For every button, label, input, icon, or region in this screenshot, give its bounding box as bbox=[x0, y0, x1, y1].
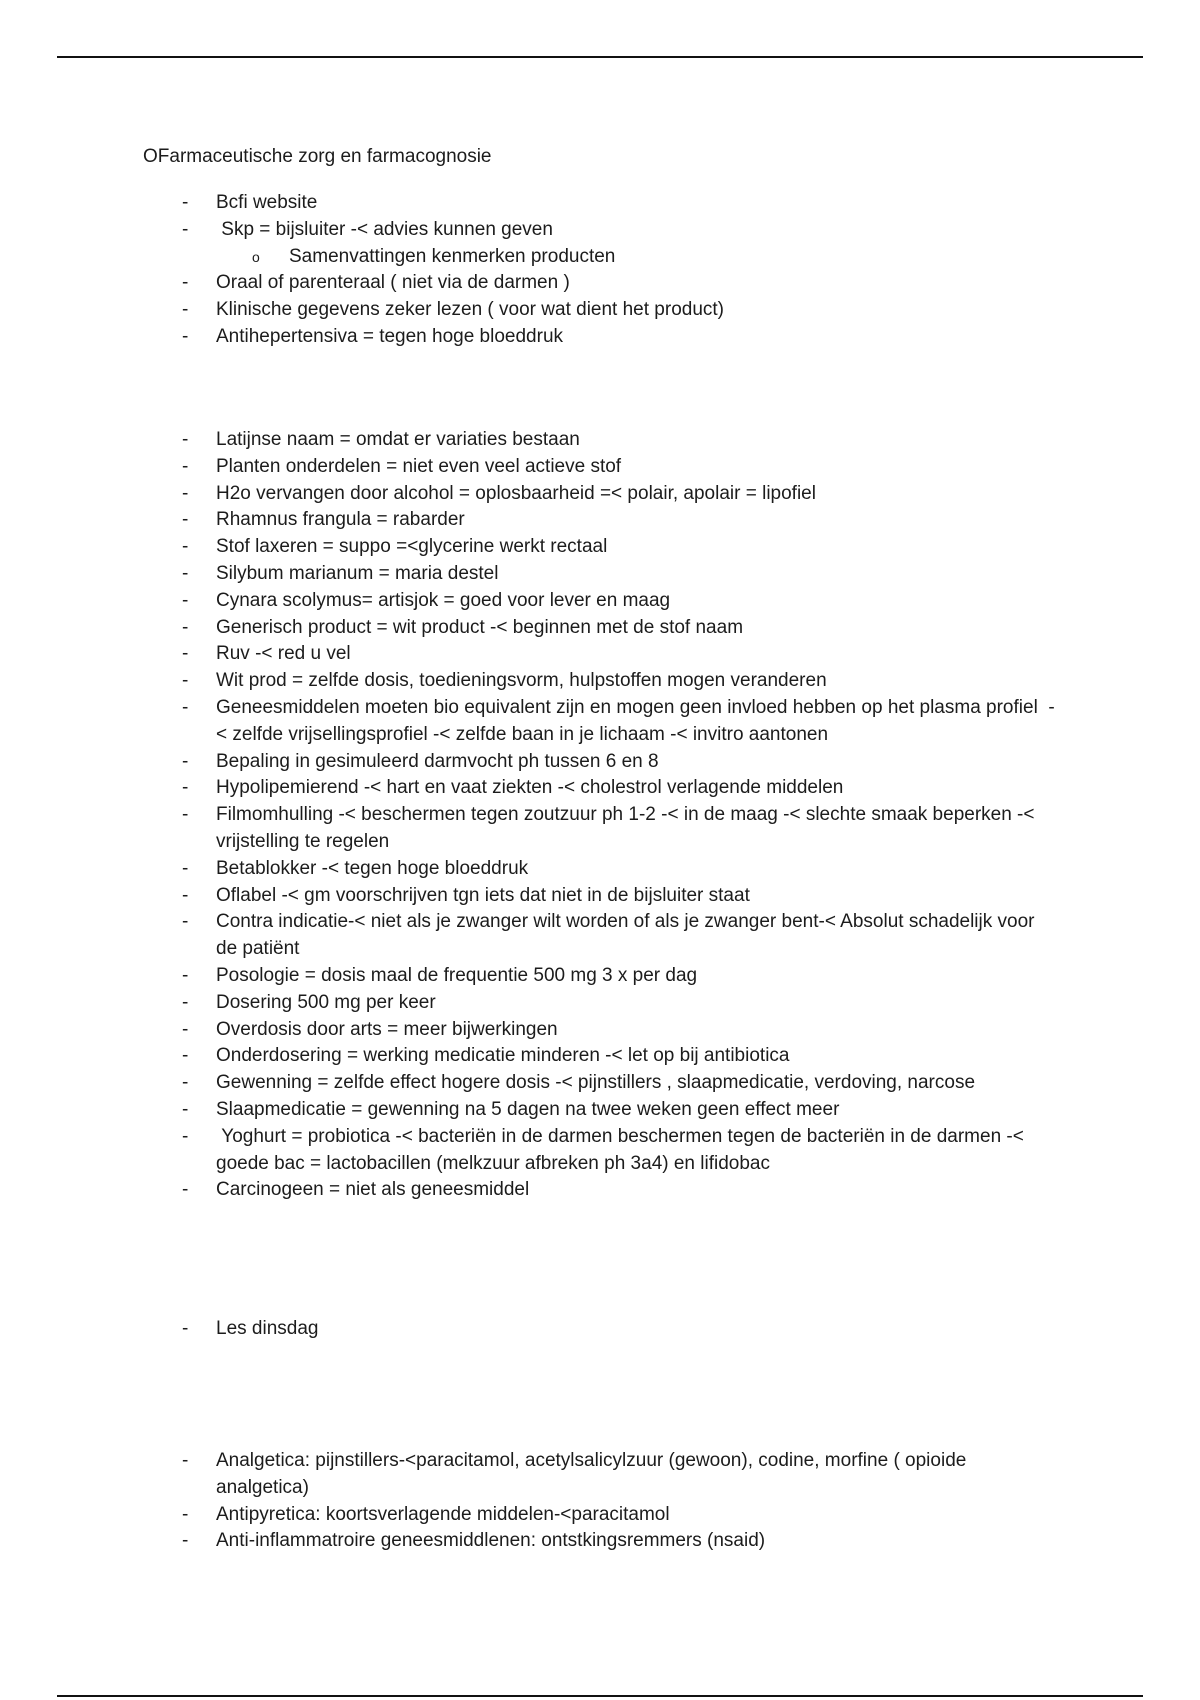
list-item-text: Hypolipemierend -< hart en vaat ziekten -< cholestrol verlagende middelen bbox=[216, 777, 844, 799]
list-item-text: Carcinogeen = niet als geneesmiddel bbox=[216, 1179, 530, 1201]
list-item-text: Yoghurt = probiotica -< bacteriën in de darmen beschermen tegen de bacteriën in de darmen -< goede bac = lactobacillen (melkzuur afbreken ph 3a4) en lifidobac bbox=[216, 1125, 1030, 1174]
list-item bbox=[0, 641, 1056, 668]
list-item-text: Klinische gegevens zeker lezen ( voor wat dient het product) bbox=[216, 299, 724, 321]
document-title: OFarmaceutische zorg en farmacognosie bbox=[143, 146, 492, 167]
bullet-marker: - bbox=[182, 857, 189, 879]
list-item-text: Oraal of parenteraal ( niet via de darmen ) bbox=[216, 272, 570, 294]
list-item-text: Skp = bijsluiter -< advies kunnen geven bbox=[216, 218, 553, 240]
list-item bbox=[0, 883, 1056, 910]
list-item-text: Gewenning = zelfde effect hogere dosis -< pijnstillers , slaapmedicatie, verdoving, narcose bbox=[216, 1072, 976, 1094]
list-item-text: Planten onderdelen = niet even veel actieve stof bbox=[216, 455, 622, 477]
list-item bbox=[0, 270, 1056, 297]
list-item-text: Stof laxeren = suppo =<glycerine werkt rectaal bbox=[216, 536, 608, 558]
bullet-marker: - bbox=[182, 696, 189, 718]
list-item bbox=[0, 749, 1056, 776]
bullet-marker: - bbox=[182, 1045, 189, 1067]
bullet-list-lesson bbox=[0, 1316, 1056, 1343]
list-item bbox=[0, 297, 1056, 324]
list-item bbox=[0, 802, 1056, 856]
list-item-text: Geneesmiddelen moeten bio equivalent zijn en mogen geen invloed hebben op het plasma profiel -< zelfde vrijsellingsprofiel -< zelfde baan in je lichaam -< invitro aantonen bbox=[216, 696, 1055, 745]
list-item bbox=[0, 427, 1056, 454]
list-item bbox=[0, 1043, 1056, 1070]
list-item bbox=[0, 534, 1056, 561]
bullet-marker: - bbox=[182, 218, 189, 240]
bullet-marker: - bbox=[182, 482, 189, 504]
bullet-marker: - bbox=[182, 911, 189, 933]
list-item bbox=[0, 695, 1056, 749]
list-item bbox=[0, 217, 1056, 244]
bullet-marker: - bbox=[182, 1125, 189, 1147]
bullet-marker: - bbox=[182, 1503, 189, 1525]
list-item bbox=[0, 588, 1056, 615]
list-item bbox=[0, 1177, 1056, 1204]
bullet-marker: - bbox=[182, 192, 189, 213]
list-item bbox=[0, 1017, 1056, 1044]
list-item bbox=[0, 615, 1056, 642]
bullet-marker: - bbox=[182, 509, 189, 531]
list-item bbox=[0, 1070, 1056, 1097]
bullet-marker: - bbox=[182, 616, 189, 638]
list-item-text: Bepaling in gesimuleerd darmvocht ph tussen 6 en 8 bbox=[216, 750, 659, 772]
list-item bbox=[0, 190, 1056, 217]
bullet-marker: - bbox=[182, 1098, 189, 1120]
bottom-rule bbox=[57, 1695, 1143, 1697]
bullet-marker: - bbox=[182, 429, 189, 450]
list-item bbox=[0, 775, 1056, 802]
list-item-text: Filmomhulling -< beschermen tegen zoutzuur ph 1-2 -< in de maag -< slechte smaak beperken -< vrijstelling te regelen bbox=[216, 804, 1040, 852]
list-item-text: Betablokker -< tegen hoge bloeddruk bbox=[216, 857, 529, 879]
list-item-text: Silybum marianum = maria destel bbox=[216, 562, 499, 584]
sub-list-item bbox=[0, 244, 1129, 271]
list-item-text: Antihepertensiva = tegen hoge bloeddruk bbox=[216, 325, 564, 347]
list-item-text: Dosering 500 mg per keer bbox=[216, 991, 436, 1013]
list-item-text: Oflabel -< gm voorschrijven tgn iets dat niet in de bijsluiter staat bbox=[216, 884, 750, 906]
bullet-marker: - bbox=[182, 1318, 189, 1339]
list-item-text: Analgetica: pijnstillers-<paracitamol, acetylsalicylzuur (gewoon), codine, morfine ( opioide analgetica) bbox=[216, 1450, 972, 1498]
bullet-marker: - bbox=[182, 325, 189, 347]
list-item-text: Rhamnus frangula = rabarder bbox=[216, 509, 465, 531]
list-item-text: Les dinsdag bbox=[216, 1318, 319, 1339]
bullet-marker: - bbox=[182, 777, 189, 799]
list-item-text: Latijnse naam = omdat er variaties bestaan bbox=[216, 429, 580, 450]
list-item-text: Contra indicatie-< niet als je zwanger wilt worden of als je zwanger bent-< Absolut schadelijk voor de patiënt bbox=[216, 911, 1040, 960]
bullet-marker: - bbox=[182, 299, 189, 321]
list-item-text: Overdosis door arts = meer bijwerkingen bbox=[216, 1018, 558, 1040]
list-item-text: Wit prod = zelfde dosis, toedieningsvorm, hulpstoffen mogen veranderen bbox=[216, 670, 827, 692]
list-item bbox=[0, 1124, 1056, 1178]
list-item-text: Bcfi website bbox=[216, 192, 318, 213]
bullet-list-notes bbox=[0, 427, 1056, 1204]
bullet-marker: - bbox=[182, 589, 189, 611]
list-item-text: Samenvattingen kenmerken producten bbox=[289, 245, 616, 267]
list-item bbox=[0, 963, 1056, 990]
list-item-text: H2o vervangen door alcohol = oplosbaarheid =< polair, apolair = lipofiel bbox=[216, 482, 816, 504]
list-item-text: Slaapmedicatie = gewenning na 5 dagen na twee weken geen effect meer bbox=[216, 1098, 840, 1120]
bullet-marker: - bbox=[182, 884, 189, 906]
list-item bbox=[0, 856, 1056, 883]
list-item-text: Generisch product = wit product -< beginnen met de stof naam bbox=[216, 616, 744, 638]
bullet-marker: - bbox=[182, 643, 189, 665]
list-item bbox=[0, 507, 1056, 534]
bullet-marker: - bbox=[182, 1072, 189, 1094]
list-item bbox=[0, 481, 1056, 508]
list-item bbox=[0, 1097, 1056, 1124]
bullet-list-drug-classes bbox=[0, 1448, 1056, 1555]
bullet-marker: - bbox=[182, 455, 189, 477]
list-item bbox=[0, 454, 1056, 481]
list-item-text: Anti-inflammatroire geneesmiddlenen: ontstkingsremmers (nsaid) bbox=[216, 1530, 766, 1552]
bullet-marker: - bbox=[182, 670, 189, 692]
bullet-marker: - bbox=[182, 272, 189, 294]
bullet-marker: - bbox=[182, 804, 189, 826]
list-item bbox=[0, 324, 1056, 351]
list-item-text: Ruv -< red u vel bbox=[216, 643, 351, 665]
list-item-text: Onderdosering = werking medicatie minderen -< let op bij antibiotica bbox=[216, 1045, 790, 1067]
bullet-marker: - bbox=[182, 991, 189, 1013]
list-item bbox=[0, 1502, 1056, 1529]
list-item bbox=[0, 909, 1056, 963]
bullet-marker: - bbox=[182, 1530, 189, 1552]
bullet-marker: - bbox=[182, 1018, 189, 1040]
list-item bbox=[0, 1448, 1056, 1502]
bullet-marker: - bbox=[182, 562, 189, 584]
list-item bbox=[0, 1528, 1056, 1555]
bullet-marker: - bbox=[182, 536, 189, 558]
bullet-marker: - bbox=[182, 1179, 189, 1201]
list-item bbox=[0, 1316, 1056, 1343]
top-rule bbox=[57, 56, 1143, 58]
bullet-marker: - bbox=[182, 964, 189, 986]
list-item-text: Antipyretica: koortsverlagende middelen-<paracitamol bbox=[216, 1503, 670, 1525]
list-item bbox=[0, 561, 1056, 588]
bullet-marker: - bbox=[182, 1450, 189, 1471]
sub-bullet-marker: o bbox=[252, 248, 260, 265]
list-item bbox=[0, 668, 1056, 695]
bullet-marker: - bbox=[182, 750, 189, 772]
list-item bbox=[0, 990, 1056, 1017]
bullet-list-intro bbox=[0, 190, 1129, 351]
list-item-text: Posologie = dosis maal de frequentie 500 mg 3 x per dag bbox=[216, 964, 698, 986]
list-item-text: Cynara scolymus= artisjok = goed voor lever en maag bbox=[216, 589, 671, 611]
